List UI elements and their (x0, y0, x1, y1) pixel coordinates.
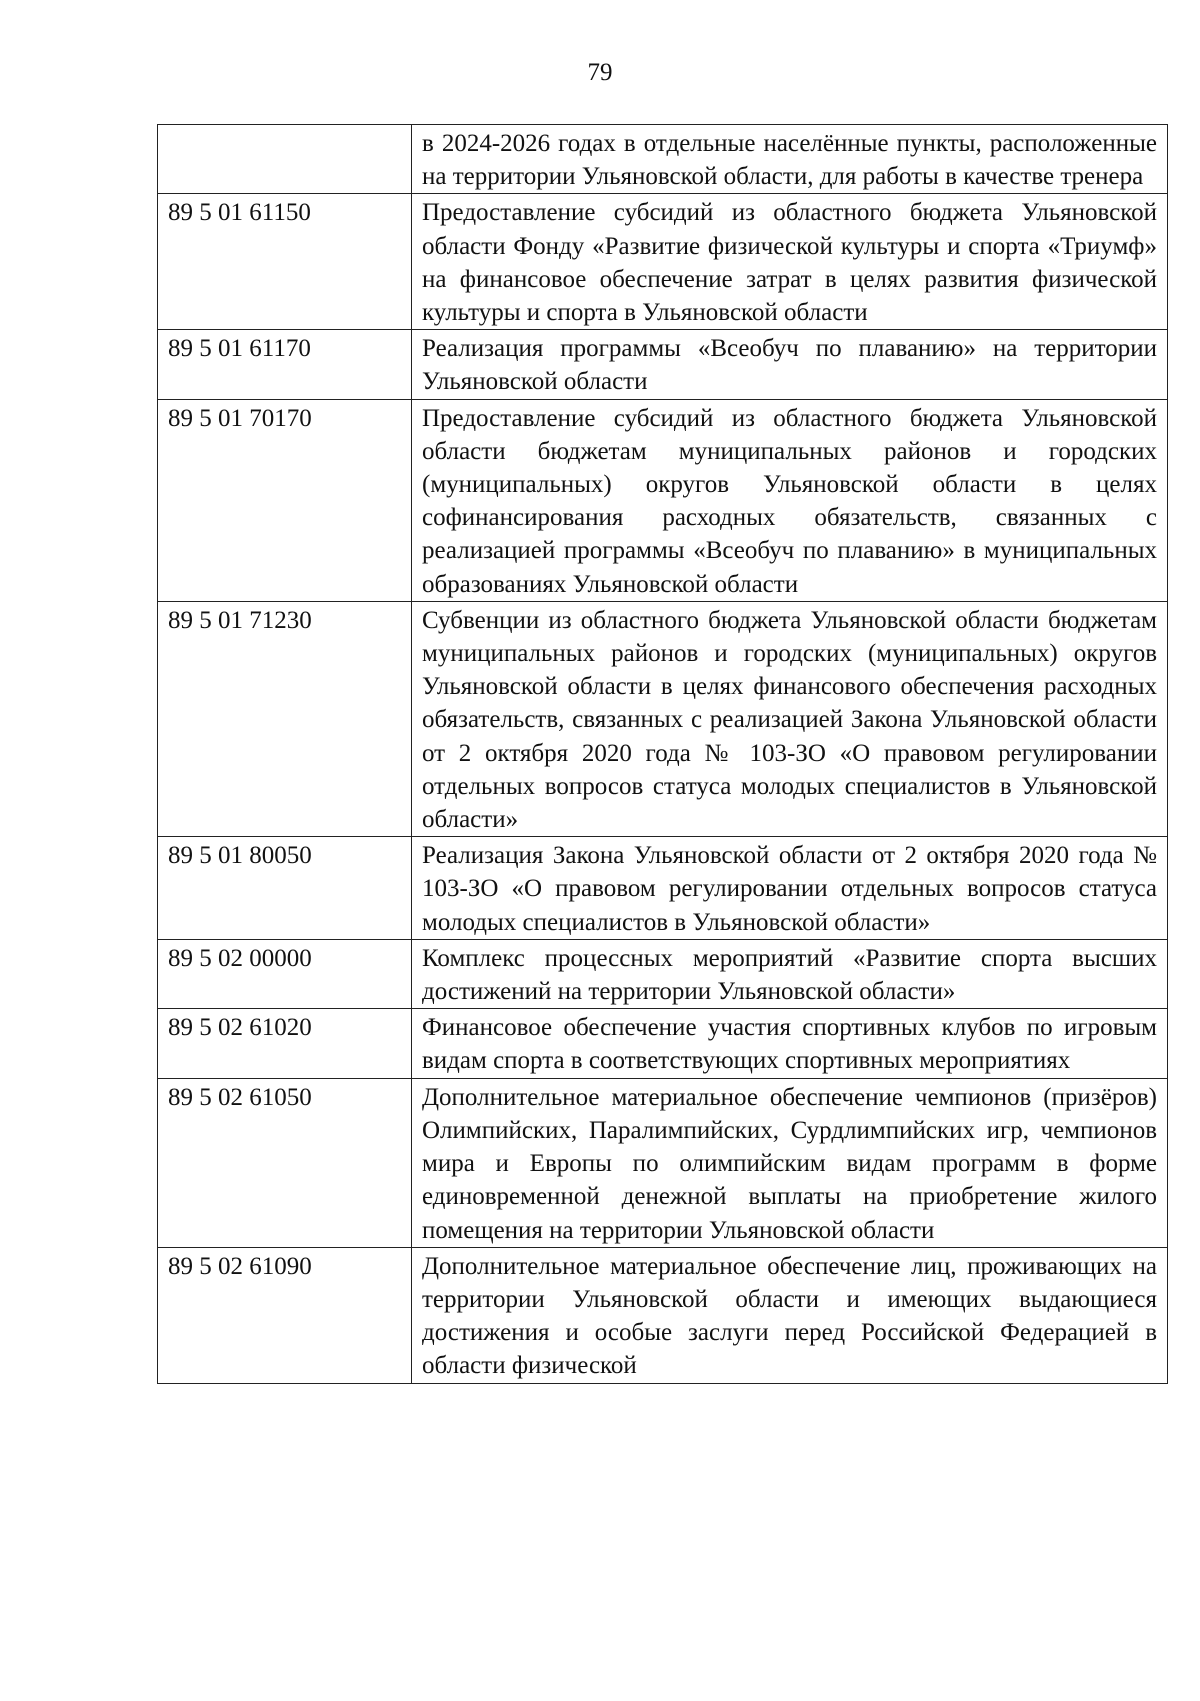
row-description: Дополнительное материальное обеспечение чемпионов (призёров) Олимпийских, Паралимпийских, Сурдлимпийских игр, чемпионов мира и Европы по олимпийским видам программ в форме единовременной денежной выплаты на приобретение жилого помещения на территории Ульяновской области (412, 1078, 1168, 1247)
row-code: 89 5 01 71230 (158, 601, 412, 836)
row-code: 89 5 01 80050 (158, 837, 412, 940)
row-code: 89 5 01 70170 (158, 399, 412, 601)
table-row (158, 601, 1168, 836)
budget-classification-table (157, 124, 1168, 1384)
row-description: Предоставление субсидий из областного бюджета Ульяновской области Фонду «Развитие физической культуры и спорта «Триумф» на финансовое обеспечение затрат в целях развития физической культуры и спорта в Ульяновской области (412, 194, 1168, 330)
page-number: 79 (587, 59, 613, 86)
row-code: 89 5 02 61050 (158, 1078, 412, 1247)
row-code: 89 5 01 61170 (158, 330, 412, 399)
row-code: 89 5 02 00000 (158, 939, 412, 1008)
table-row (158, 125, 1168, 194)
row-code: 89 5 01 61150 (158, 194, 412, 330)
row-code: 89 5 02 61090 (158, 1247, 412, 1383)
table-row (158, 837, 1168, 940)
table-row (158, 1009, 1168, 1078)
row-description: в 2024-2026 годах в отдельные населённые пункты, расположенные на территории Ульяновской области, для работы в качестве тренера (412, 125, 1168, 194)
table-row (158, 399, 1168, 601)
row-description: Дополнительное материальное обеспечение лиц, проживающих на территории Ульяновской области и имеющих выдающиеся достижения и особые заслуги перед Российской Федерацией в области физической (412, 1247, 1168, 1383)
row-code (158, 125, 412, 194)
row-description: Субвенции из областного бюджета Ульяновской области бюджетам муниципальных районов и городских (муниципальных) округов Ульяновской области в целях финансового обеспечения расходных обязательств, связанных с реализацией Закона Ульяновской области от 2 октября 2020 года № 103-ЗО «О правовом регулировании отдельных вопросов статуса молодых специалистов в Ульяновской области» (412, 601, 1168, 836)
row-description: Реализация Закона Ульяновской области от 2 октября 2020 года № 103-ЗО «О правовом регулировании отдельных вопросов статуса молодых специалистов в Ульяновской области» (412, 837, 1168, 940)
table-row (158, 1247, 1168, 1383)
table-row (158, 194, 1168, 330)
table-row (158, 330, 1168, 399)
row-description: Финансовое обеспечение участия спортивных клубов по игровым видам спорта в соответствующих спортивных мероприятиях (412, 1009, 1168, 1078)
row-description: Предоставление субсидий из областного бюджета Ульяновской области бюджетам муниципальных районов и городских (муниципальных) округов Ульяновской области в целях софинансирования расходных обязательств, связанных с реализацией программы «Всеобуч по плаванию» в муниципальных образованиях Ульяновской области (412, 399, 1168, 601)
table-row (158, 1078, 1168, 1247)
row-description: Реализация программы «Всеобуч по плаванию» на территории Ульяновской области (412, 330, 1168, 399)
table-row (158, 939, 1168, 1008)
row-description: Комплекс процессных мероприятий «Развитие спорта высших достижений на территории Ульяновской области» (412, 939, 1168, 1008)
row-code: 89 5 02 61020 (158, 1009, 412, 1078)
